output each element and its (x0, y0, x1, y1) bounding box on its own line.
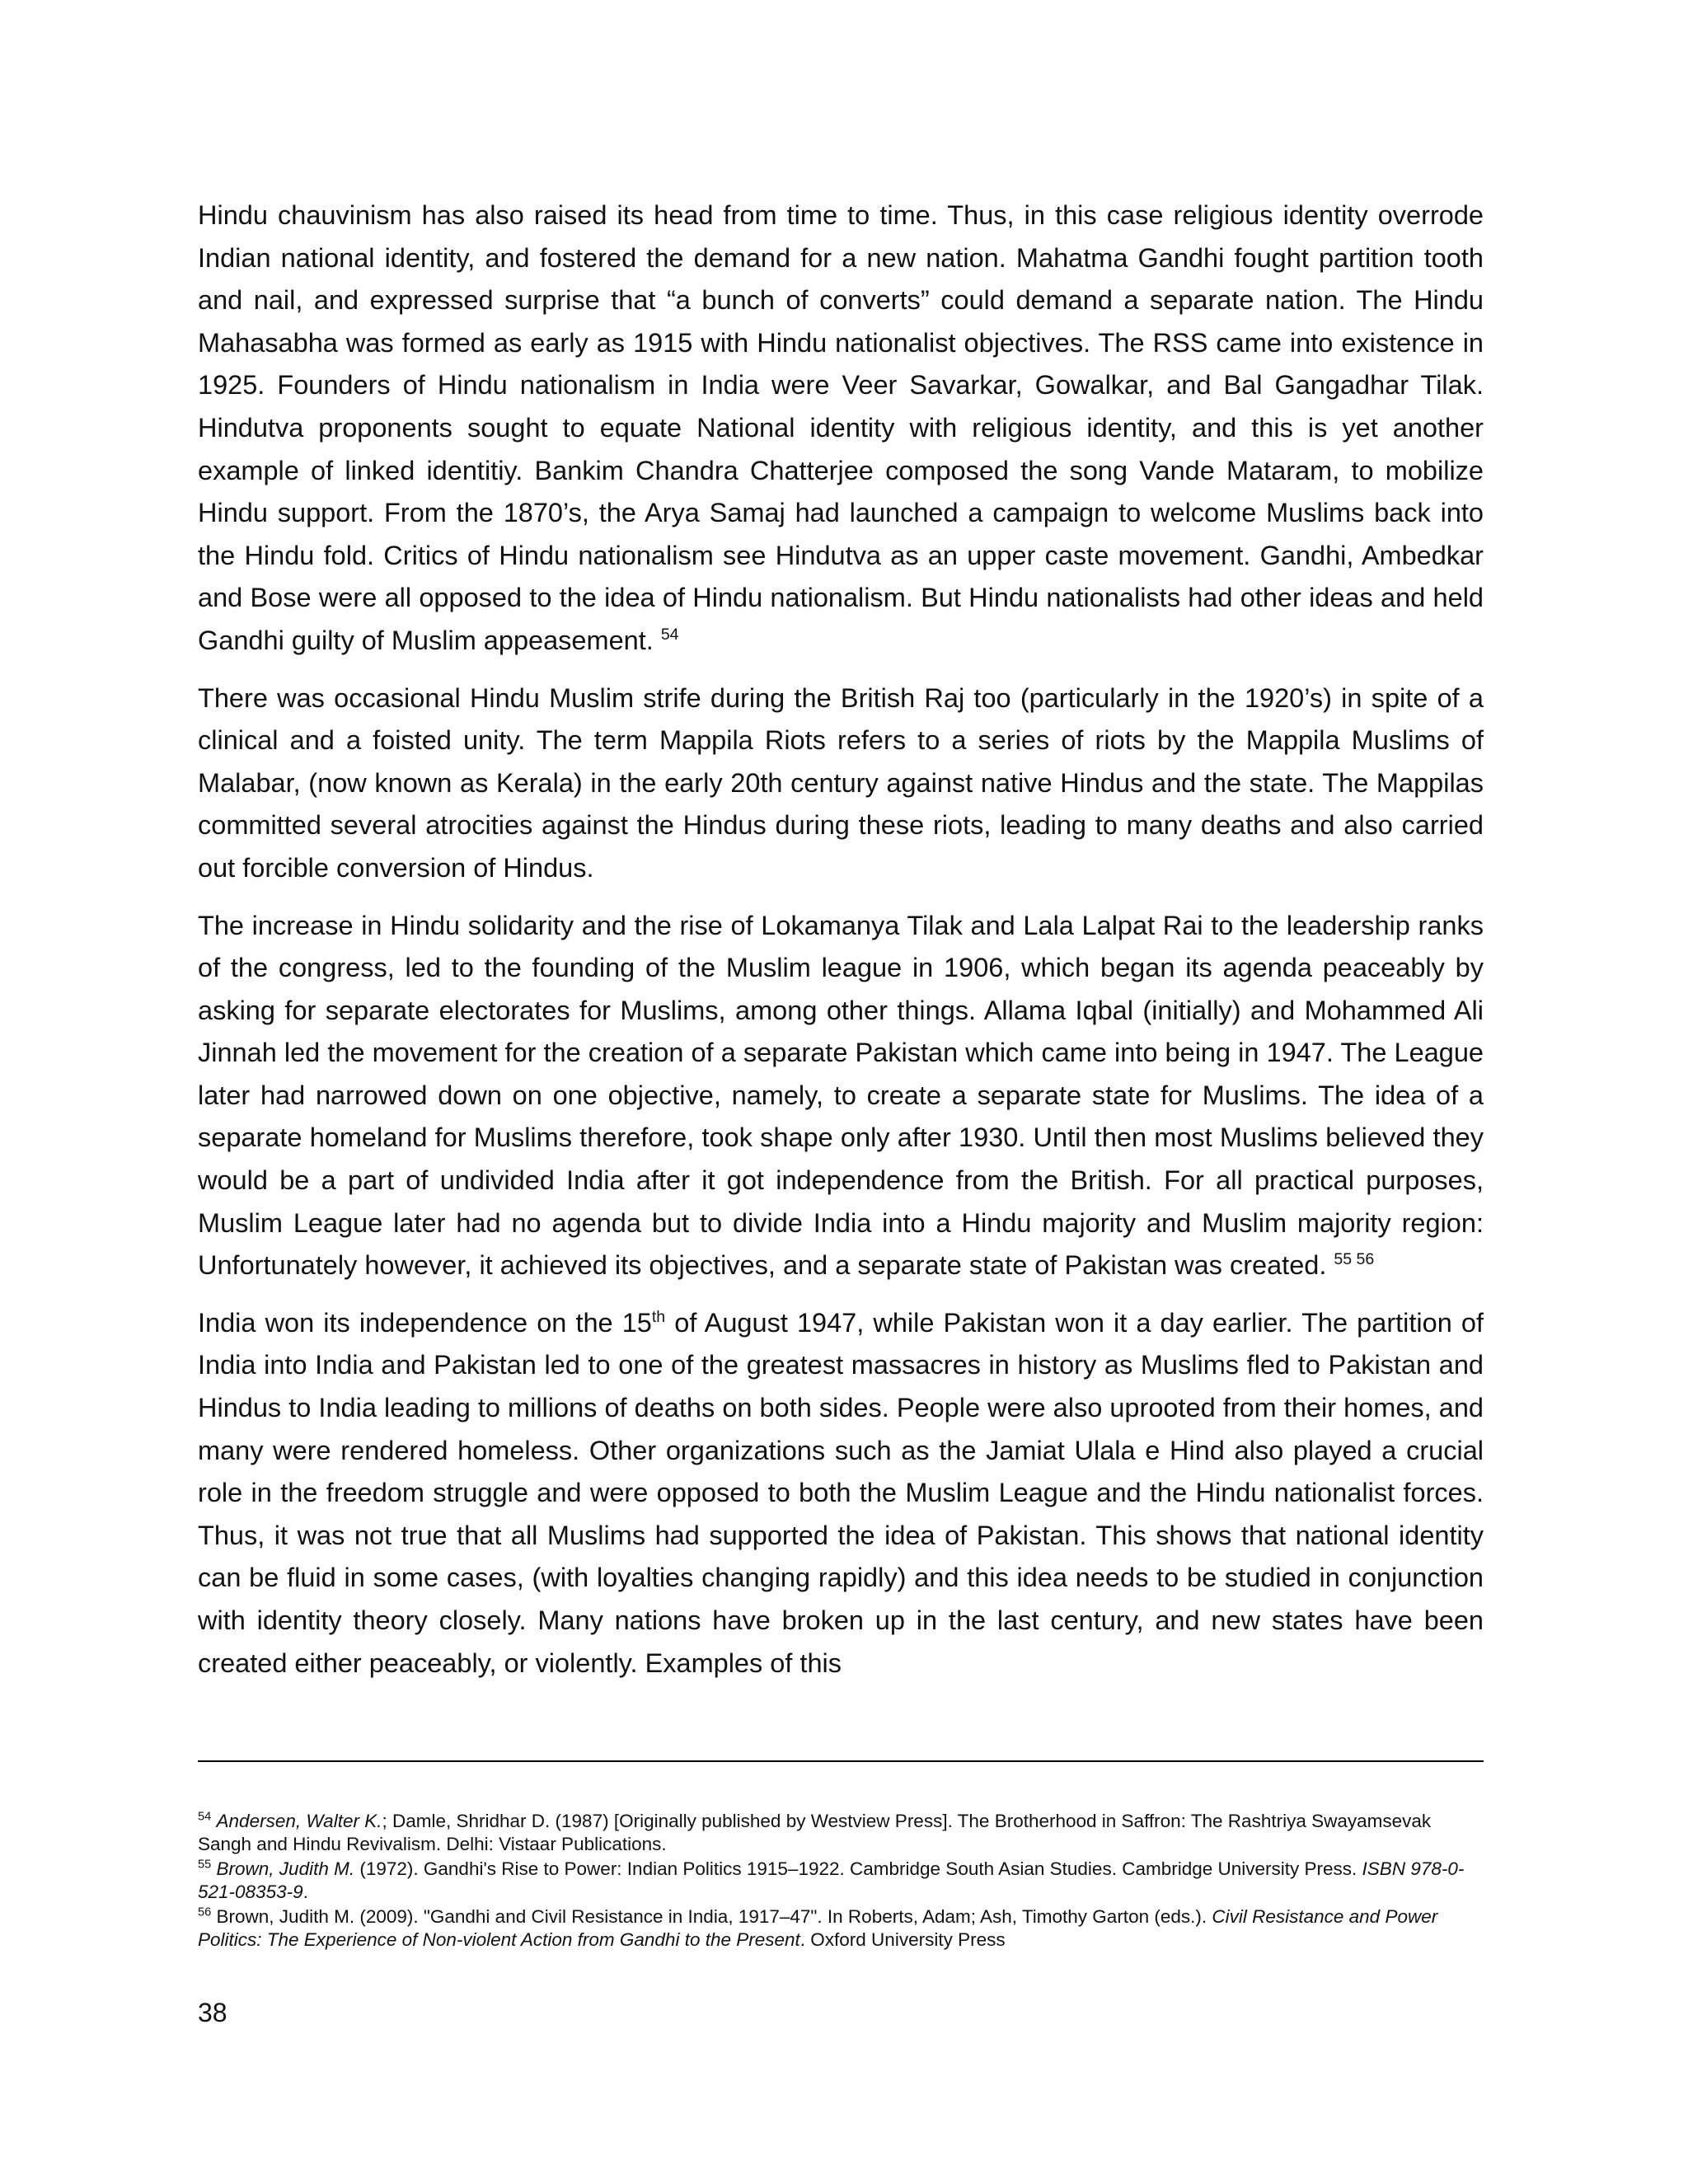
footnote-author: Brown, Judith M. (216, 1858, 355, 1879)
footnote-number: 56 (198, 1905, 212, 1919)
paragraph: India won its independence on the 15th of August 1947, while Pakistan won it a day earlier. The partition of India into India and Pakistan led to one of the greatest massacres in history as Muslims fled to Pakistan and Hindus to India leading to millions of deaths on both sides. People were also uprooted from their homes, and many were rendered homeless. Other organizations such as the Jamiat Ulala e Hind also played a crucial role in the freedom struggle and were opposed to both the Muslim League and the Hindu nationalist forces. Thus, it was not true that all Muslims had supported the idea of Pakistan. This shows that national identity can be fluid in some cases, (with loyalties changing rapidly) and this idea needs to be studied in conjunction with identity theory closely. Many nations have broken up in the last century, and new states have been created either peaceably, or violently. Examples of this (198, 1307, 1484, 1678)
footnote-reference[interactable]: 54 (660, 626, 679, 644)
page-number: 38 (198, 1998, 227, 2027)
body-text (198, 194, 1484, 1699)
footnote: $^{56}$ Brown, Judith M. (2009). "Gandhi and Civil Resistance in India, 1917–47". In Roberts, Adam; Ash, Timothy Garton (eds.). Civil Resistance and Power Politics: The Experience of Non-violent Action from Gandhi to the Present. Oxford University Press (198, 1905, 1438, 1950)
footnote-title: Civil Resistance and Power Politics: The Experience of Non-violent Action from Gandhi to the Present (198, 1906, 1438, 1950)
footnote-author: Andersen, Walter K. (216, 1811, 382, 1831)
paragraph: There was occasional Hindu Muslim strife during the British Raj too (particularly in the 1920’s) in spite of a clinical and a foisted unity. The term Mappila Riots refers to a series of riots by the Mappila Muslims of Malabar, (now known as Kerala) in the early 20th century against native Hindus and the state. The Mappilas committed several atrocities against the Hindus during these riots, leading to many deaths and also carried out forcible conversion of Hindus. (198, 682, 1484, 883)
footnotes (198, 1810, 1484, 1953)
paragraph: The increase in Hindu solidarity and the rise of Lokamanya Tilak and Lala Lalpat Rai to the leadership ranks of the congress, led to the founding of the Muslim league in 1906, which began its agenda peaceably by asking for separate electorates for Muslims, among other things. Allama Iqbal (initially) and Mohammed Ali Jinnah led the movement for the creation of a separate Pakistan which came into being in 1947. The League later had narrowed down on one objective, namely, to create a separate state for Muslims. The idea of a separate homeland for Muslims therefore, took shape only after 1930. Until then most Muslims believed they would be a part of undivided India after it got independence from the British. For all practical purposes, Muslim League later had no agenda but to divide India into a Hindu majority and Muslim majority region: Unfortunately however, it achieved its objectives, and a separate state of Pakistan was created. $^{55 56}$ (198, 910, 1484, 1281)
footnote: $^{55}$ Brown, Judith M. (1972). Gandhi's Rise to Power: Indian Politics 1915–1922. Cambridge South Asian Studies. Cambridge University Press. ISBN 978-0-521-08353-9. (198, 1858, 1465, 1902)
footnote-number: 54 (198, 1810, 212, 1824)
ordinal-superscript: th (651, 1308, 666, 1327)
footnote-separator (198, 1760, 1484, 1762)
footnote-reference[interactable]: 55 56 (1334, 1250, 1375, 1269)
footnote: $^{54}$ Andersen, Walter K.; Damle, Shridhar D. (1987) [Originally published by Westview Press]. The Brotherhood in Saffron: The Rashtriya Swayamsevak Sangh and Hindu Revivalism. Delhi: Vistaar Publications. (198, 1810, 1432, 1854)
footnote-isbn[interactable]: ISBN 978-0-521-08353-9 (198, 1858, 1465, 1902)
footnote-number: 55 (198, 1858, 212, 1872)
paragraph: Hindu chauvinism has also raised its head from time to time. Thus, in this case religious identity overrode Indian national identity, and fostered the demand for a new nation. Mahatma Gandhi fought partition tooth and nail, and expressed surprise that “a bunch of converts” could demand a separate nation. The Hindu Mahasabha was formed as early as 1915 with Hindu nationalist objectives. The RSS came into existence in 1925. Founders of Hindu nationalism in India were Veer Savarkar, Gowalkar, and Bal Gangadhar Tilak. Hindutva proponents sought to equate National identity with religious identity, and this is yet another example of linked identitiy. Bankim Chandra Chatterjee composed the song Vande Mataram, to mobilize Hindu support. From the 1870’s, the Arya Samaj had launched a campaign to welcome Muslims back into the Hindu fold. Critics of Hindu nationalism see Hindutva as an upper caste movement. Gandhi, Ambedkar and Bose were all opposed to the idea of Hindu nationalism. But Hindu nationalists had other ideas and held Gandhi guilty of Muslim appeasement. $^{54}$ (198, 200, 1484, 655)
